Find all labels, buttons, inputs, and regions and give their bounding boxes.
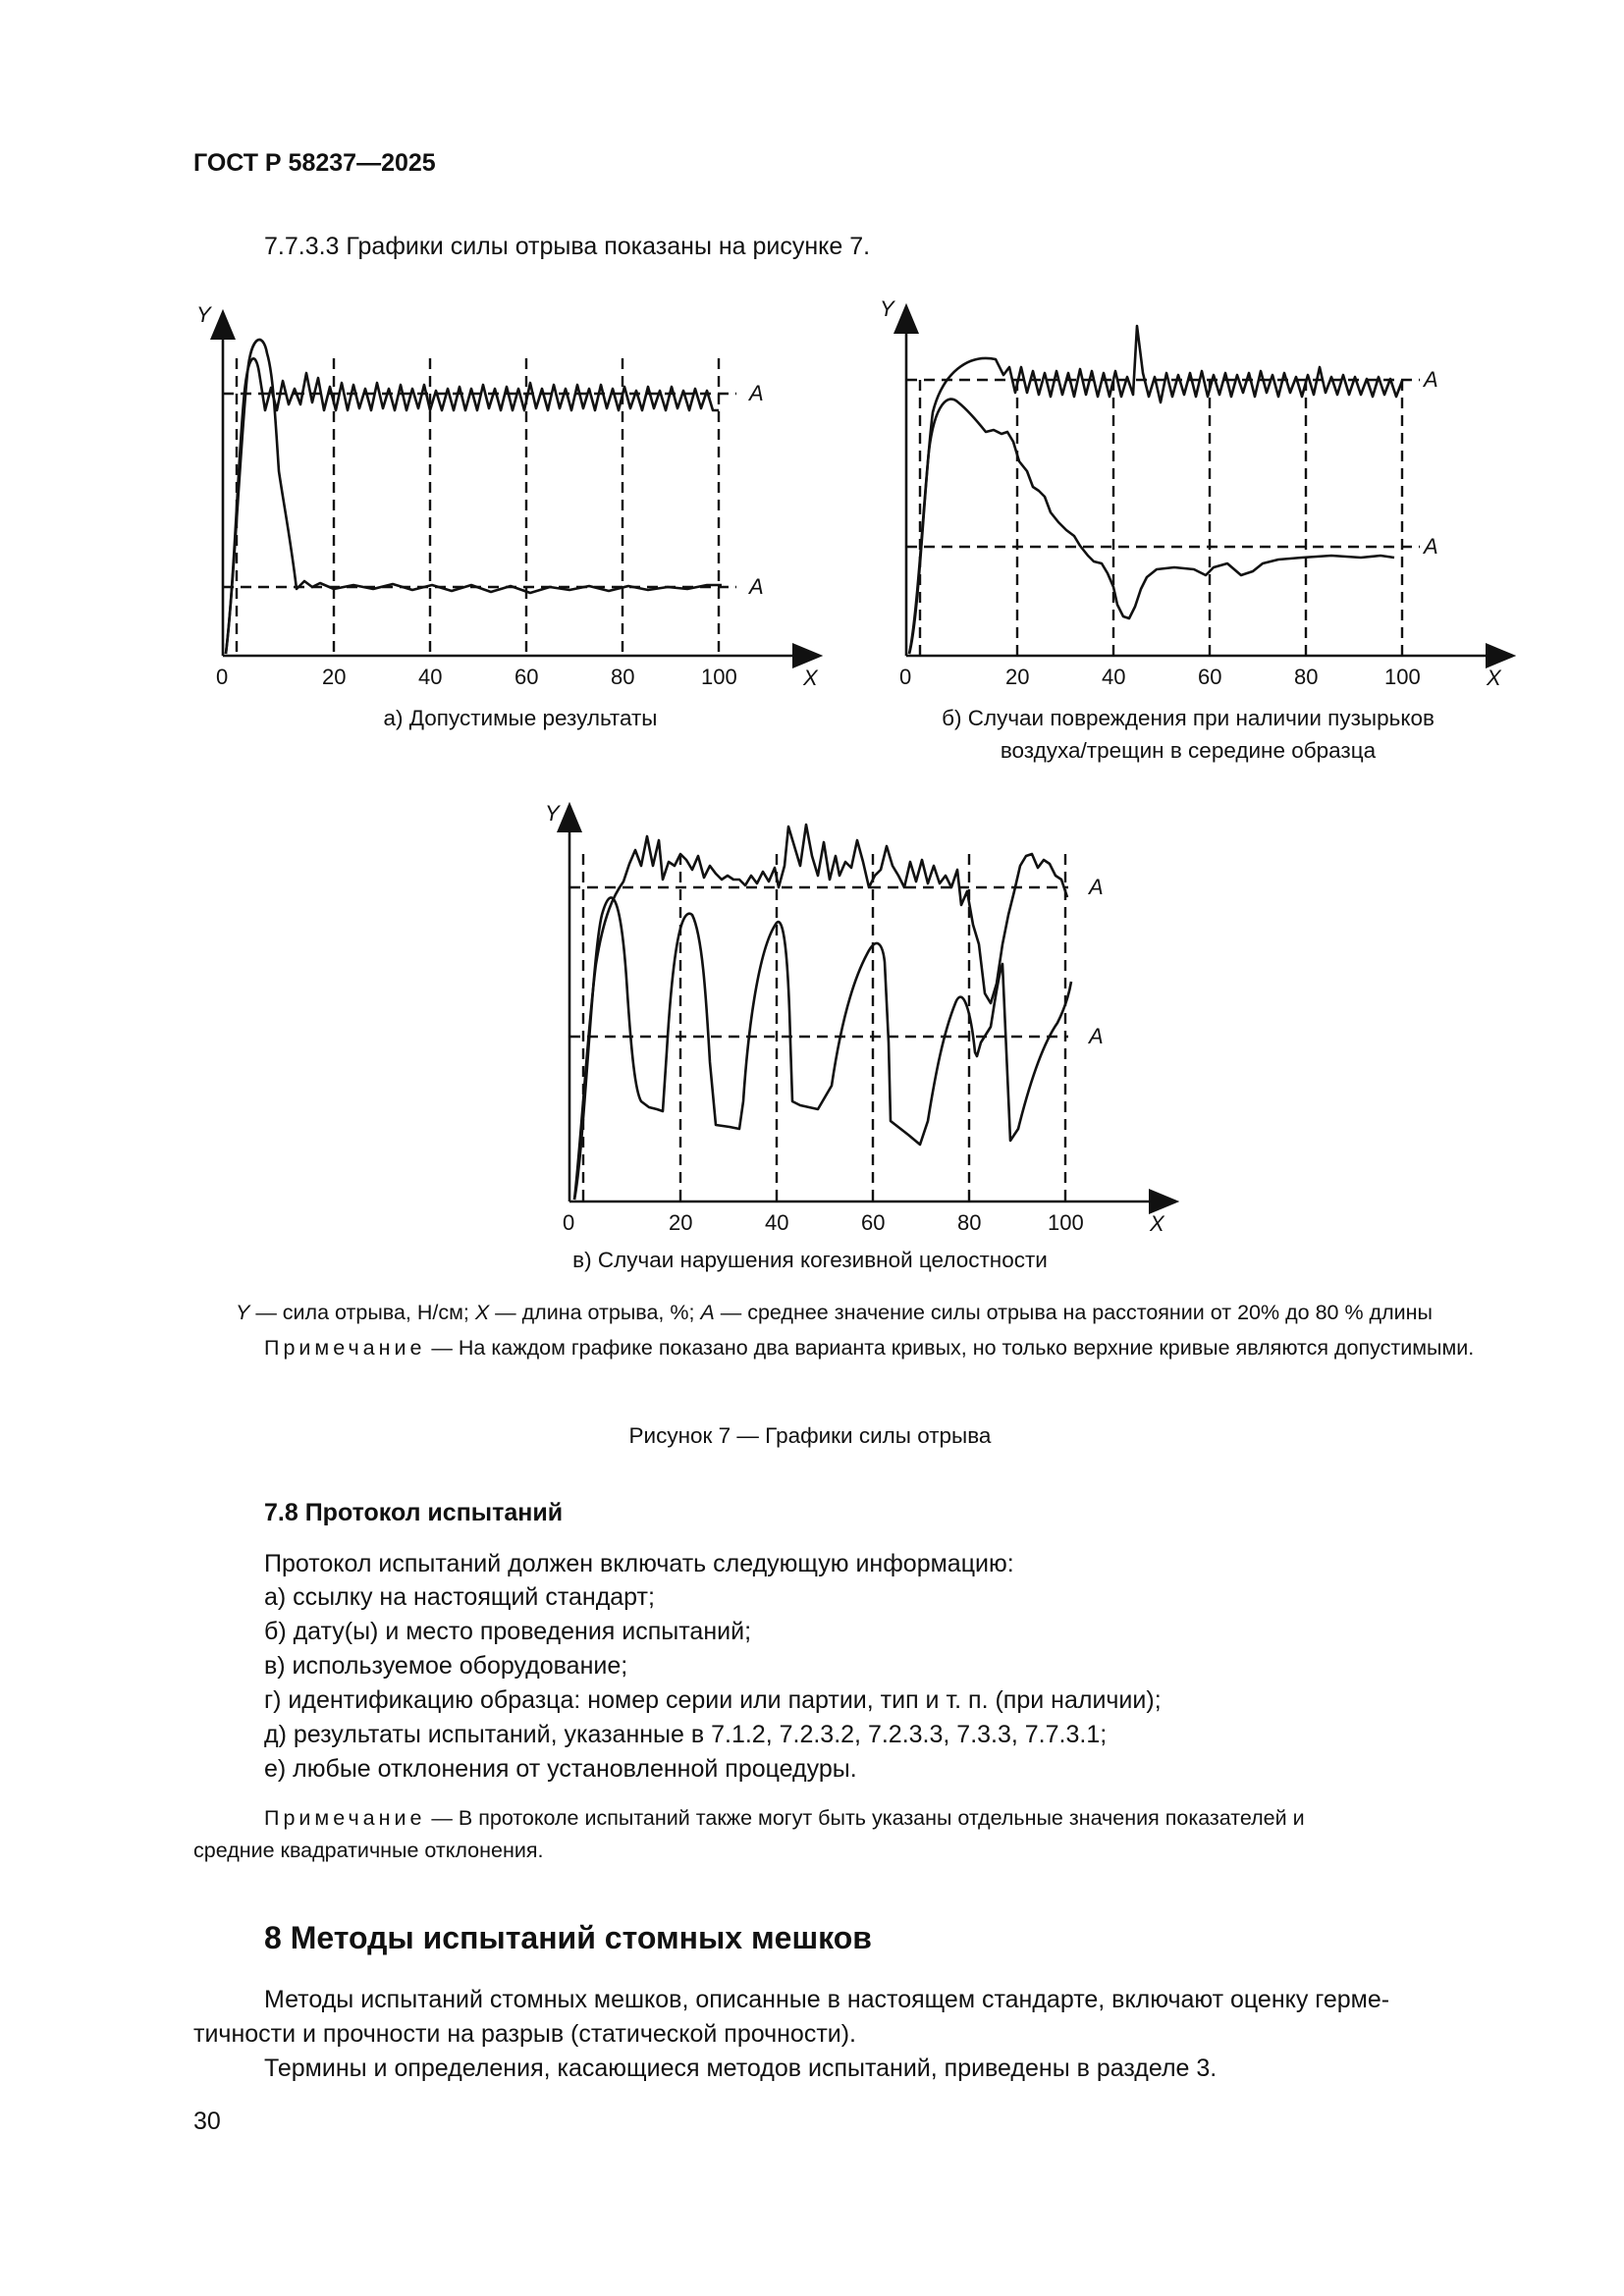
section-8-p1-line2: тичности и прочности на разрыв (статической прочности). <box>193 2020 856 2048</box>
page-number: 30 <box>193 2108 221 2135</box>
x-tick-20: 20 <box>1005 665 1030 689</box>
note-text: — На каждом графике показано два варианта кривых, но только верхние кривые являются допустимыми. <box>425 1336 1475 1360</box>
upper-curve <box>226 358 719 654</box>
x-tick-80: 80 <box>957 1210 982 1235</box>
y-axis-label: Y <box>880 296 894 321</box>
list-item: б) дату(ы) и место проведения испытаний; <box>264 1618 752 1645</box>
level-a-label: A <box>749 574 764 599</box>
section-8-title: 8 Методы испытаний стомных мешков <box>264 1920 872 1955</box>
figure-note <box>193 1332 1527 1363</box>
level-a-label: A <box>749 381 764 405</box>
level-a-label: A <box>1424 534 1438 559</box>
y-axis-label: Y <box>545 801 560 826</box>
protocol-note-line2: средние квадратичные отклонения. <box>193 1839 544 1862</box>
x-tick-80: 80 <box>1294 665 1319 689</box>
x-tick-60: 60 <box>1198 665 1222 689</box>
chart-a <box>187 294 835 707</box>
x-tick-40: 40 <box>418 665 443 689</box>
legend-x-text: — длина отрыва, %; <box>489 1301 701 1324</box>
y-axis-label: Y <box>196 302 211 327</box>
caption-b-line2: воздуха/трещин в середине образца <box>1000 738 1377 763</box>
level-a-label: A <box>1424 367 1438 392</box>
x-axis-label: X <box>1487 666 1501 690</box>
x-tick-100: 100 <box>1384 665 1421 689</box>
caption-c: в) Случаи нарушения когезивной целостности <box>572 1248 1048 1272</box>
x-tick-40: 40 <box>1102 665 1126 689</box>
section-8-p2: Термины и определения, касающиеся методов испытаний, приведены в разделе 3. <box>264 2055 1218 2082</box>
list-item: д) результаты испытаний, указанные в 7.1.2, 7.2.3.2, 7.2.3.3, 7.3.3, 7.7.3.1; <box>264 1721 1108 1748</box>
intro-paragraph: 7.7.3.3 Графики силы отрыва показаны на рисунке 7. <box>264 233 871 260</box>
document-header: ГОСТ Р 58237—2025 <box>193 149 436 177</box>
x-tick-40: 40 <box>765 1210 789 1235</box>
caption-b-line1: б) Случаи повреждения при наличии пузырьков <box>942 706 1435 730</box>
x-tick-0: 0 <box>216 665 229 689</box>
level-a-label: A <box>1089 875 1104 899</box>
lower-curve <box>574 897 1071 1200</box>
upper-curve <box>909 326 1402 654</box>
section-8-p1-line1: Методы испытаний стомных мешков, описанные в настоящем стандарте, включают оценку герме- <box>264 1986 1390 2013</box>
figure-title: Рисунок 7 — Графики силы отрыва <box>628 1423 992 1448</box>
level-a-label: A <box>1089 1024 1104 1048</box>
list-item: а) ссылку на настоящий стандарт; <box>264 1583 655 1611</box>
protocol-note-label: Примечание <box>264 1806 426 1830</box>
x-tick-20: 20 <box>322 665 347 689</box>
legend-y: Y <box>236 1301 250 1324</box>
section-7-8-lead: Протокол испытаний должен включать следующую информацию: <box>264 1550 1014 1577</box>
caption-a: а) Допустимые результаты <box>383 706 658 730</box>
figure-legend <box>236 1297 1433 1328</box>
protocol-note-text: — В протоколе испытаний также могут быть указаны отдельные значения показателей и <box>425 1806 1305 1830</box>
legend-y-text: — сила отрыва, Н/см; <box>249 1301 475 1324</box>
x-tick-20: 20 <box>669 1210 693 1235</box>
x-tick-100: 100 <box>701 665 737 689</box>
x-axis-label: X <box>803 666 818 690</box>
section-7-8-title: 7.8 Протокол испытаний <box>264 1499 564 1526</box>
list-item: в) используемое оборудование; <box>264 1652 628 1680</box>
list-item: г) идентификацию образца: номер серии или партии, тип и т. п. (при наличии); <box>264 1686 1162 1714</box>
x-tick-100: 100 <box>1048 1210 1084 1235</box>
chart-b <box>870 294 1518 707</box>
list-item: е) любые отклонения от установленной процедуры. <box>264 1755 857 1783</box>
x-axis-label: X <box>1150 1211 1164 1236</box>
x-tick-60: 60 <box>861 1210 886 1235</box>
x-tick-0: 0 <box>899 665 912 689</box>
legend-a-text: — среднее значение силы отрыва на расстоянии от 20% до 80 % длины <box>714 1301 1433 1324</box>
legend-x: X <box>474 1301 490 1324</box>
chart-c <box>533 797 1201 1249</box>
note-label: Примечание <box>264 1336 426 1360</box>
x-tick-0: 0 <box>563 1210 575 1235</box>
legend-a: A <box>700 1301 715 1324</box>
x-tick-80: 80 <box>611 665 635 689</box>
protocol-note-line1 <box>264 1802 1305 1834</box>
x-tick-60: 60 <box>514 665 539 689</box>
lower-curve <box>909 400 1394 654</box>
